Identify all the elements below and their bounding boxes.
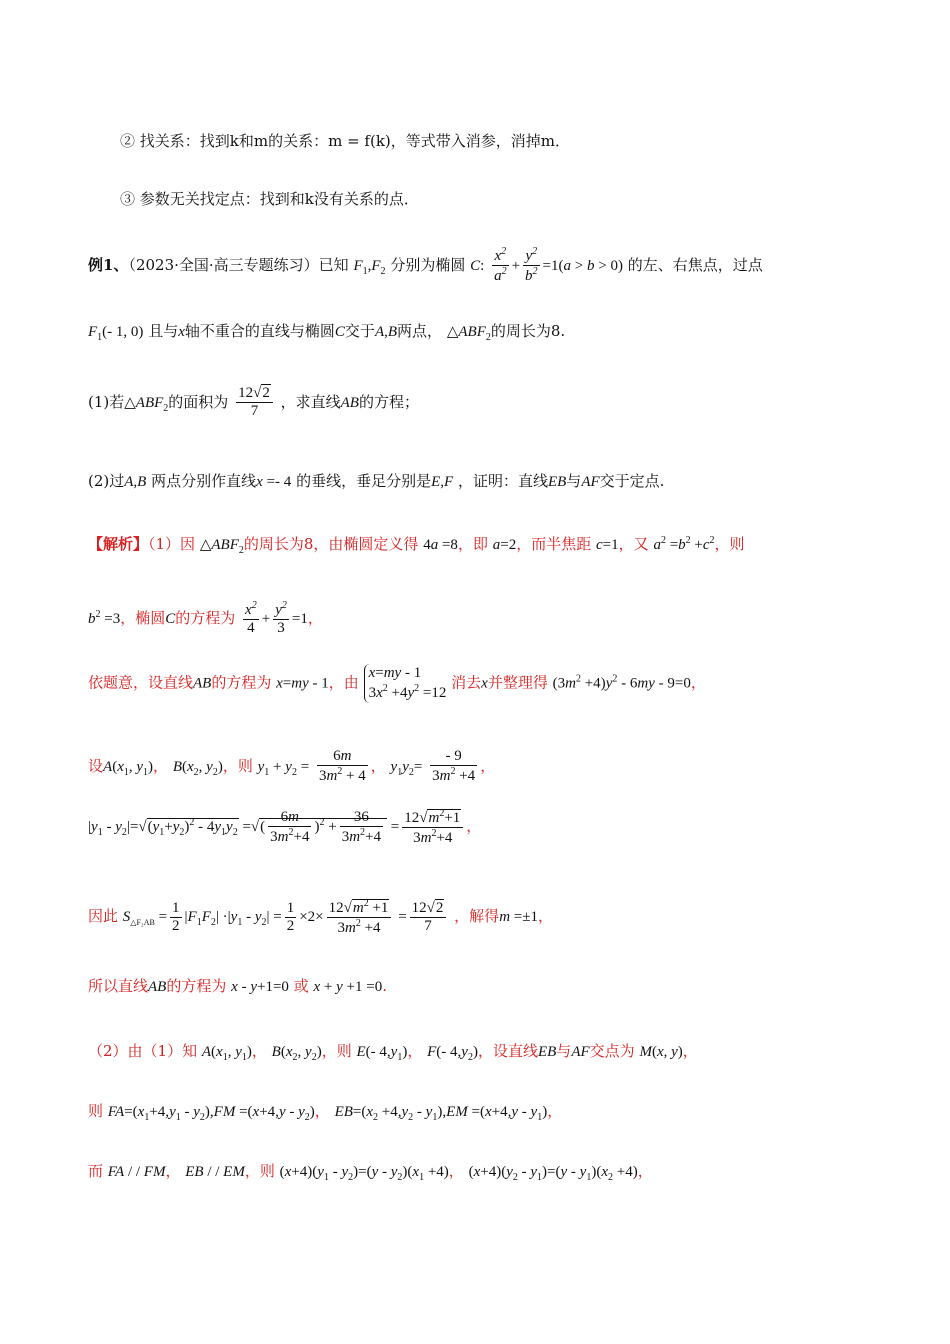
method-step-3: ③ 参数无关找定点：找到和k没有关系的点．: [120, 190, 419, 208]
solution-part1-line2: $b^2 =3$，椭圆C的方程为 $\frac{x^2}{4}$ + $\frac{y^2}{3}$ =1，: [88, 600, 323, 637]
solution-part2-line1: （2）由（1）知 $A(x_1$, $y_1$)， $B(x_2$, $y_2$)，则 E(- $4,y_1$)， F(- $4,y_2$)，设直线EB与AF交点为 M(x, y)，: [88, 1042, 698, 1063]
solution-part1-line1: 【解析】（1）因 $\triangle ABF_2$的周长为8，由椭圆定义得 4a =8，即 a=2，而半焦距 c=1，又 $a^2 =b^2 +c^2$，则: [88, 535, 745, 556]
solution-part1-line3: 依题意，设直线AB的方程为 x=my - 1，由 x=my - 1 $3x^2 +4y^2 =12$ 消去x并整理得 $(3m^2 +4)y^2 - 6my - 9=0$，: [88, 665, 706, 701]
method-step-2: ② 找关系：找到k和m的关系：m = f(k)，等式带入消参，消掉m．: [120, 132, 570, 150]
solution-part1-line7: 所以直线AB的方程为 x - y+1=0 或 x + y +1 =0.: [88, 977, 387, 995]
solution-part2-line2: 则 $FA=(x_1+4,y_1 - y_2),FM =(x+4,y - y_2)$， $EB=(x_2 +4,y_2 - y_1),EM =(x+4,y - y_1)$，: [88, 1102, 563, 1123]
question-1: (1)若$\triangle ABF_2$的面积为 $\frac{12√2}{7}$ ，求直线AB的方程；: [88, 385, 419, 420]
example-1-statement: 例1、（2023·全国·高三专题练习）已知 $F_1,F_2$ 分别为椭圆 C: $\frac{x^2}{a^2}$ + $\frac{y^2}{b^2}$ =1(a > b > 0) 的左、右焦点，过点: [88, 246, 763, 285]
question-2: (2)过A,B 两点分别作直线x =- 4 的垂线，垂足分别是E,F ，证明：直线EB与AF交于定点.: [88, 472, 665, 490]
solution-part2-line3: 而 FA / / FM， EB / / EM，则 $(x+4)(y_1 - y_2)=(y - y_2)(x_1 +4)$， $(x+4)(y_2 - y_1)=(y - y_1)(x_2 +4)$，: [88, 1162, 653, 1183]
solution-part1-line4: 设$A(x_1$, $y_1$)， $B(x_2$, $y_2$)，则 $y_1 + y_2$ = $\frac{6m}{3m^2 + 4}$ ， $y_1y_2=$ $\frac{- 9}{3m^2 +4}$ ，: [88, 748, 496, 785]
solution-part1-line5: $|y_1 - y_2|=√(y_1+y_2)^2 - 4y_1y_2$ =√( $\frac{6m}{3m^2+4}$ )$^2$ + $\frac{36}{3m^2+4}$ = $\frac{12√m^2+1}{3m^2+4}$ ，: [88, 808, 482, 847]
example-1-statement-cont: $F_1(-$ 1, 0) 且与x轴不重合的直线与椭圆C交于A,B两点， $\triangle ABF_2$的周长为8.: [88, 322, 566, 343]
solution-part1-line6: 因此 $S_{\triangle F_2AB}$ = $\frac{1}{2}$ $|F_1F_2| \cdot|y_1 - y_2|$ = $\frac{1}{2}$ ×2× $\frac{12√m^2 +1}{3m^2 +4}$ = $\frac{12√2}{7}$ ，解得m =±1，: [88, 898, 553, 937]
